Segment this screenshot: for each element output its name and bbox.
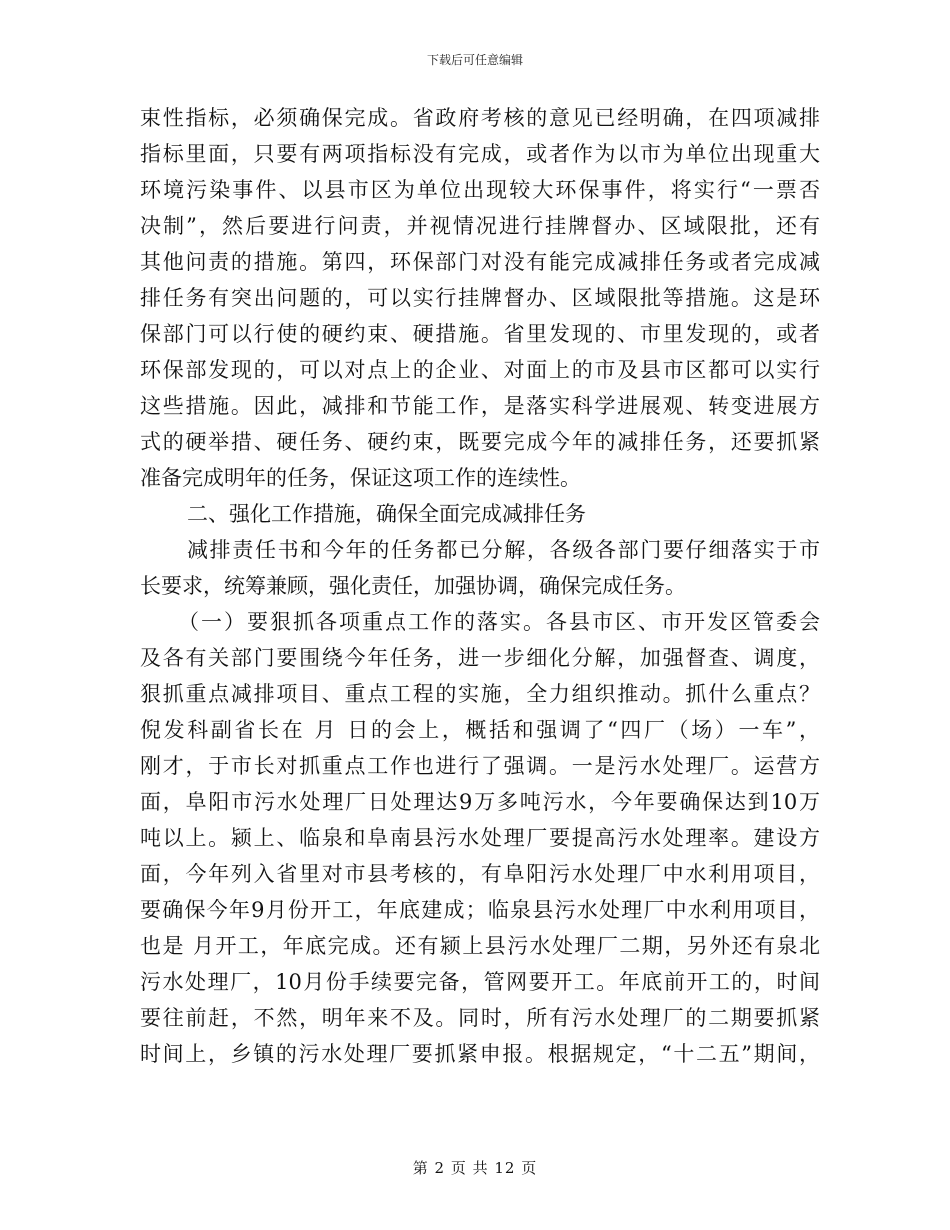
- body-line: 排任务有突出问题的，可以实行挂牌督办、区域限批等措施。这是环: [140, 286, 820, 310]
- body-line: 减排责任书和今年的任务都已分解，各级各部门要仔细落实于市: [187, 538, 820, 562]
- body-line: 及各有关部门要围绕今年任务，进一步细化分解，加强督查、调度，: [140, 646, 820, 670]
- body-line: 保部门可以行使的硬约束、硬措施。省里发现的、市里发现的，或者: [140, 322, 820, 346]
- body-line: 倪发科副省长在 月 日的会上，概括和强调了“四厂（场）一车”，: [140, 718, 820, 742]
- body-line: 狠抓重点减排项目、重点工程的实施，全力组织推动。抓什么重点？: [140, 682, 820, 706]
- page-header-note: 下载后可任意编辑: [426, 53, 523, 67]
- subsection-heading-line: （一）要狠抓各项重点工作的落实。各县市区、市开发区管委会: [178, 610, 820, 634]
- body-line: 吨以上。颍上、临泉和阜南县污水处理厂要提高污水处理率。建设方: [140, 826, 820, 850]
- section-heading: 二、强化工作措施，确保全面完成减排任务: [187, 502, 586, 526]
- body-line: 要往前赶，不然，明年来不及。同时，所有污水处理厂的二期要抓紧: [140, 1006, 820, 1030]
- body-line: 面，阜阳市污水处理厂日处理达9万多吨污水，今年要确保达到10万: [140, 790, 820, 814]
- body-line: 指标里面，只要有两项指标没有完成，或者作为以市为单位出现重大: [140, 142, 820, 166]
- body-line: 刚才，于市长对抓重点工作也进行了强调。一是污水处理厂。运营方: [140, 754, 820, 778]
- body-line: 时间上，乡镇的污水处理厂要抓紧申报。根据规定，“十二五”期间，: [140, 1042, 820, 1066]
- body-line: 也是 月开工，年底完成。还有颍上县污水处理厂二期，另外还有泉北: [140, 934, 820, 958]
- body-line: 其他问责的措施。第四，环保部门对没有能完成减排任务或者完成减: [140, 250, 820, 274]
- body-line: 准备完成明年的任务，保证这项工作的连续性。: [140, 466, 581, 490]
- body-line: 污水处理厂，10月份手续要完备，管网要开工。年底前开工的，时间: [140, 970, 820, 994]
- body-line: 环境污染事件、以县市区为单位出现较大环保事件，将实行“一票否: [140, 178, 820, 202]
- body-line: 长要求，统筹兼顾，强化责任，加强协调，确保完成任务。: [140, 574, 686, 598]
- body-line: 决制”，然后要进行问责，并视情况进行挂牌督办、区域限批，还有: [140, 214, 820, 238]
- document-body: [140, 100, 820, 1072]
- body-line: 式的硬举措、硬任务、硬约束，既要完成今年的减排任务，还要抓紧: [140, 430, 820, 454]
- body-line: 要确保今年9月份开工，年底建成；临泉县污水处理厂中水利用项目，: [140, 898, 820, 922]
- body-line: 面，今年列入省里对市县考核的，有阜阳污水处理厂中水利用项目，: [140, 862, 820, 886]
- body-line: 束性指标，必须确保完成。省政府考核的意见已经明确，在四项减排: [140, 106, 820, 130]
- body-line: 这些措施。因此，减排和节能工作，是落实科学进展观、转变进展方: [140, 394, 820, 418]
- page-number: 第 2 页 共 12 页: [412, 1159, 538, 1177]
- body-line: 环保部发现的，可以对点上的企业、对面上的市及县市区都可以实行: [140, 358, 820, 382]
